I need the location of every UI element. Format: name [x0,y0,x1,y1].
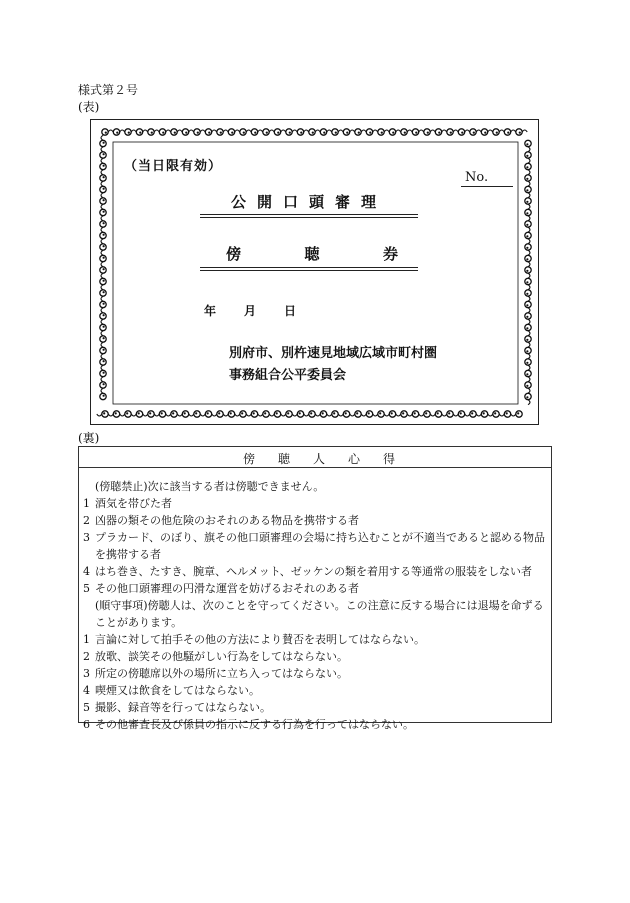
prohibited-item: 1 酒気を帯びた者 [83,497,172,510]
border-swirl [131,411,142,417]
border-swirl [205,129,216,135]
rules-title-char: 聴 [278,452,291,466]
form-number: 様式第２号 [78,83,139,97]
border-swirl [100,285,106,296]
date-day-label: 日 [284,304,297,318]
ticket-title: 公開口頭審理 [230,193,387,211]
border-swirl [113,129,124,135]
border-swirl [327,411,338,417]
border-swirl [235,411,246,417]
border-swirl [97,411,108,417]
compliance-list [83,631,547,733]
subtitle-rule-1 [200,267,418,268]
border-swirl [171,129,182,135]
border-swirl [373,411,384,417]
border-swirl [453,411,464,417]
border-swirl [525,313,531,324]
date-month-label: 月 [244,304,257,318]
border-swirl [100,170,106,181]
border-swirl [100,239,106,250]
border-swirl [100,388,106,399]
border-swirl [269,411,280,417]
border-swirl [159,129,170,135]
border-swirl [304,411,315,417]
ticket-number-line [461,186,513,187]
border-swirl [100,296,106,307]
issuer-line-2: 事務組合公平委員会 [229,368,347,383]
compliance-item: 6 その他審査長及び係員の指示に反する行為を行ってはならない。 [83,718,414,731]
title-rule-2 [200,217,418,218]
rules-title-char: 心 [348,452,361,466]
rules-title-char: 人 [313,452,326,466]
border-swirl [100,147,106,158]
border-swirl [100,135,106,146]
front-side-label: (表) [78,100,100,114]
border-swirl [228,129,239,135]
border-swirl [258,411,269,417]
border-swirl [100,342,106,353]
border-swirl [366,129,377,135]
subtitle-char: 券 [382,245,398,263]
border-swirl [355,129,366,135]
border-swirl [412,129,423,135]
border-swirl [177,411,188,417]
border-swirl [100,193,106,204]
border-swirl [143,411,154,417]
border-swirl [525,336,531,347]
border-swirl [516,129,527,135]
rules-title-char: 傍 [243,452,256,466]
rules-title [79,447,551,468]
ticket-number-label: No. [465,170,489,185]
border-swirl [525,175,531,186]
border-swirl [499,411,510,417]
border-swirl [292,411,303,417]
issuer-line-1: 別府市、別杵速見地域広域市町村圏 [229,346,438,361]
border-swirl [525,290,531,301]
border-swirl [525,267,531,278]
border-swirl [424,129,435,135]
rules-title-char: 得 [383,452,396,466]
border-swirl [100,204,106,215]
border-swirl [470,129,481,135]
border-swirl [389,129,400,135]
border-swirl [274,129,285,135]
border-swirl [166,411,177,417]
validity-note: （当日限有効） [124,159,223,174]
border-swirl [100,331,106,342]
border-swirl [100,250,106,261]
border-swirl [442,411,453,417]
prohibited-item: 2 凶器の類その他危険のおそれのある物品を携帯する者 [83,514,359,527]
border-swirl [525,278,531,289]
border-swirl [286,129,297,135]
border-swirl [108,411,119,417]
border-swirl [100,216,106,227]
border-swirl [525,393,531,404]
border-swirl [100,262,106,273]
border-swirl [396,411,407,417]
observer-rules [78,446,552,731]
border-swirl [525,163,531,174]
border-swirl [189,411,200,417]
compliance-intro: (順守事項)傍聴人は、次のことを守ってください。この注意に反する場合には退場を命ずることがあります。 [95,599,544,629]
border-swirl [315,411,326,417]
subtitle-char: 傍 [226,245,242,263]
border-swirl [447,129,458,135]
border-swirl [525,324,531,335]
border-swirl [332,129,343,135]
ticket-subtitle [226,243,398,264]
border-swirl [525,301,531,312]
border-swirl [263,129,274,135]
border-swirl [100,319,106,330]
rules-body [83,470,547,733]
compliance-item: 2 放歌、談笑その他騒がしい行為をしてはならない。 [83,650,348,663]
border-swirl [154,411,165,417]
border-swirl [240,129,251,135]
border-swirl [384,411,395,417]
border-swirl [136,129,147,135]
border-swirl [212,411,223,417]
border-swirl [476,411,487,417]
border-swirl [525,255,531,266]
border-swirl [465,411,476,417]
border-swirl [281,411,292,417]
border-swirl [493,129,504,135]
prohibited-list [83,495,547,597]
border-swirl [148,129,159,135]
border-swirl [419,411,430,417]
border-swirl [525,244,531,255]
border-swirl [361,411,372,417]
border-swirl [525,221,531,232]
border-swirl [430,411,441,417]
border-swirl [435,129,446,135]
border-swirl [343,129,354,135]
compliance-item: 1 言論に対して拍手その他の方法により賛否を表明してはならない。 [83,633,425,646]
border-swirl [525,186,531,197]
border-swirl [525,198,531,209]
subtitle-char: 聴 [304,245,320,263]
border-swirl [525,347,531,358]
border-swirl [309,129,320,135]
border-swirl [125,129,136,135]
border-swirl [525,140,531,151]
border-swirl [488,411,499,417]
border-swirl [100,354,106,365]
compliance-item: 3 所定の傍聴席以外の場所に立ち入ってはならない。 [83,667,348,680]
border-swirl [350,411,361,417]
border-swirl [217,129,228,135]
border-swirl [246,411,257,417]
border-swirl [120,411,131,417]
border-swirl [525,382,531,393]
border-swirl [504,129,515,135]
border-swirl [525,370,531,381]
prohibited-intro: (傍聴禁止)次に該当する者は傍聴できません。 [95,480,325,493]
border-swirl [401,129,412,135]
back-side-label: (裏) [78,431,100,445]
border-swirl [378,129,389,135]
border-swirl [100,181,106,192]
border-swirl [223,411,234,417]
border-swirl [511,411,522,417]
border-swirl [525,209,531,220]
border-swirl [102,129,113,135]
prohibited-item: 3 プラカード、のぼり、旗その他口頭審理の会場に持ち込むことが不適当であると認める物品を携帯する者 [83,531,546,561]
prohibited-item: 4 はち巻き、たすき、腕章、ヘルメット、ゼッケンの類を着用する等通常の服装をしない者 [83,565,533,578]
border-swirl [525,152,531,163]
border-swirl [251,129,262,135]
prohibited-item: 5 その他口頭審理の円滑な運営を妨げるおそれのある者 [83,582,359,595]
border-swirl [100,377,106,388]
border-swirl [297,129,308,135]
title-rule-1 [200,214,418,215]
border-swirl [100,158,106,169]
border-swirl [100,227,106,238]
border-swirl [100,308,106,319]
border-swirl [320,129,331,135]
border-swirl [338,411,349,417]
date-year-label: 年 [204,304,217,318]
compliance-item: 4 喫煙又は飲食をしてはならない。 [83,684,260,697]
border-swirl [182,129,193,135]
border-swirl [100,365,106,376]
compliance-item: 5 撮影、録音等を行ってはならない。 [83,701,271,714]
border-swirl [458,129,469,135]
border-swirl [100,273,106,284]
border-swirl [194,129,205,135]
border-swirl [200,411,211,417]
border-swirl [525,232,531,243]
border-swirl [525,359,531,370]
subtitle-rule-2 [200,270,418,271]
border-swirl [407,411,418,417]
border-swirl [481,129,492,135]
